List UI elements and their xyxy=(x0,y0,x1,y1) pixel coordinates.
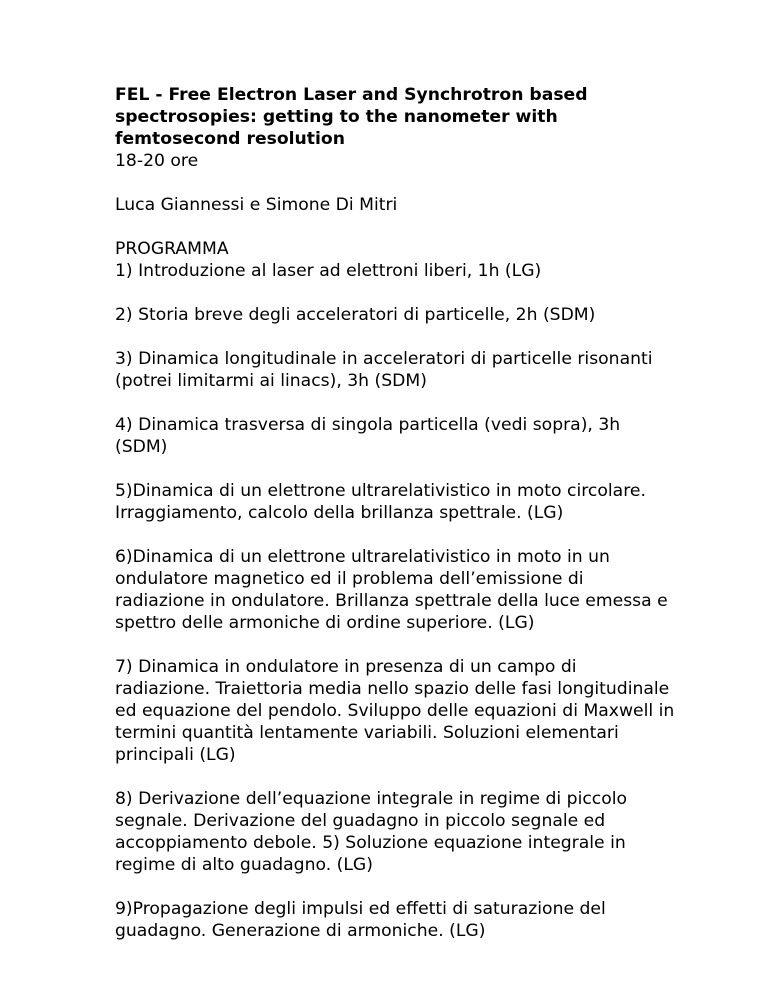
program-item: 8) Derivazione dell’equazione integrale in regime di piccolo segnale. Derivazione del guadagno in piccolo segnale ed accoppiamento debole. 5) Soluzione equazione integrale in regime di alto guadagno. (LG) xyxy=(115,789,628,875)
program-item: 3) Dinamica longitudinale in acceleratori di particelle risonanti (potrei limitarmi ai linacs), 3h (SDM) xyxy=(115,349,653,391)
program-item: 6)Dinamica di un elettrone ultrarelativistico in moto in un ondulatore magnetico ed il problema dell’emissione di radiazione in ondulatore. Brillanza spettrale della luce emessa e spettro delle armoniche di ordine superiore. (LG) xyxy=(115,547,668,633)
program-item: 9)Propagazione degli impulsi ed effetti di saturazione del guadagno. Generazione di armoniche. (LG) xyxy=(115,899,606,941)
program-item: 2) Storia breve degli acceleratori di particelle, 2h (SDM) xyxy=(115,305,596,325)
program-item: 1) Introduzione al laser ad elettroni liberi, 1h (LG) xyxy=(115,261,542,281)
document-page xyxy=(115,84,675,964)
document-title: FEL - Free Electron Laser and Synchrotron based spectrosopies: getting to the nanometer with femtosecond resolution xyxy=(115,85,588,149)
program-item: 7) Dinamica in ondulatore in presenza di un campo di radiazione. Traiettoria media nello spazio delle fasi longitudinale ed equazione del pendolo. Sviluppo delle equazioni di Maxwell in termini quantità lentamente variabili. Soluzioni elementari principali (LG) xyxy=(115,657,675,765)
program-heading: PROGRAMMA xyxy=(115,239,229,259)
course-authors: Luca Giannessi e Simone Di Mitri xyxy=(115,195,398,215)
program-item: 5)Dinamica di un elettrone ultrarelativistico in moto circolare. Irraggiamento, calcolo della brillanza spettrale. (LG) xyxy=(115,481,646,523)
course-hours: 18-20 ore xyxy=(115,151,199,171)
program-item: 4) Dinamica trasversa di singola particella (vedi sopra), 3h (SDM) xyxy=(115,415,621,457)
